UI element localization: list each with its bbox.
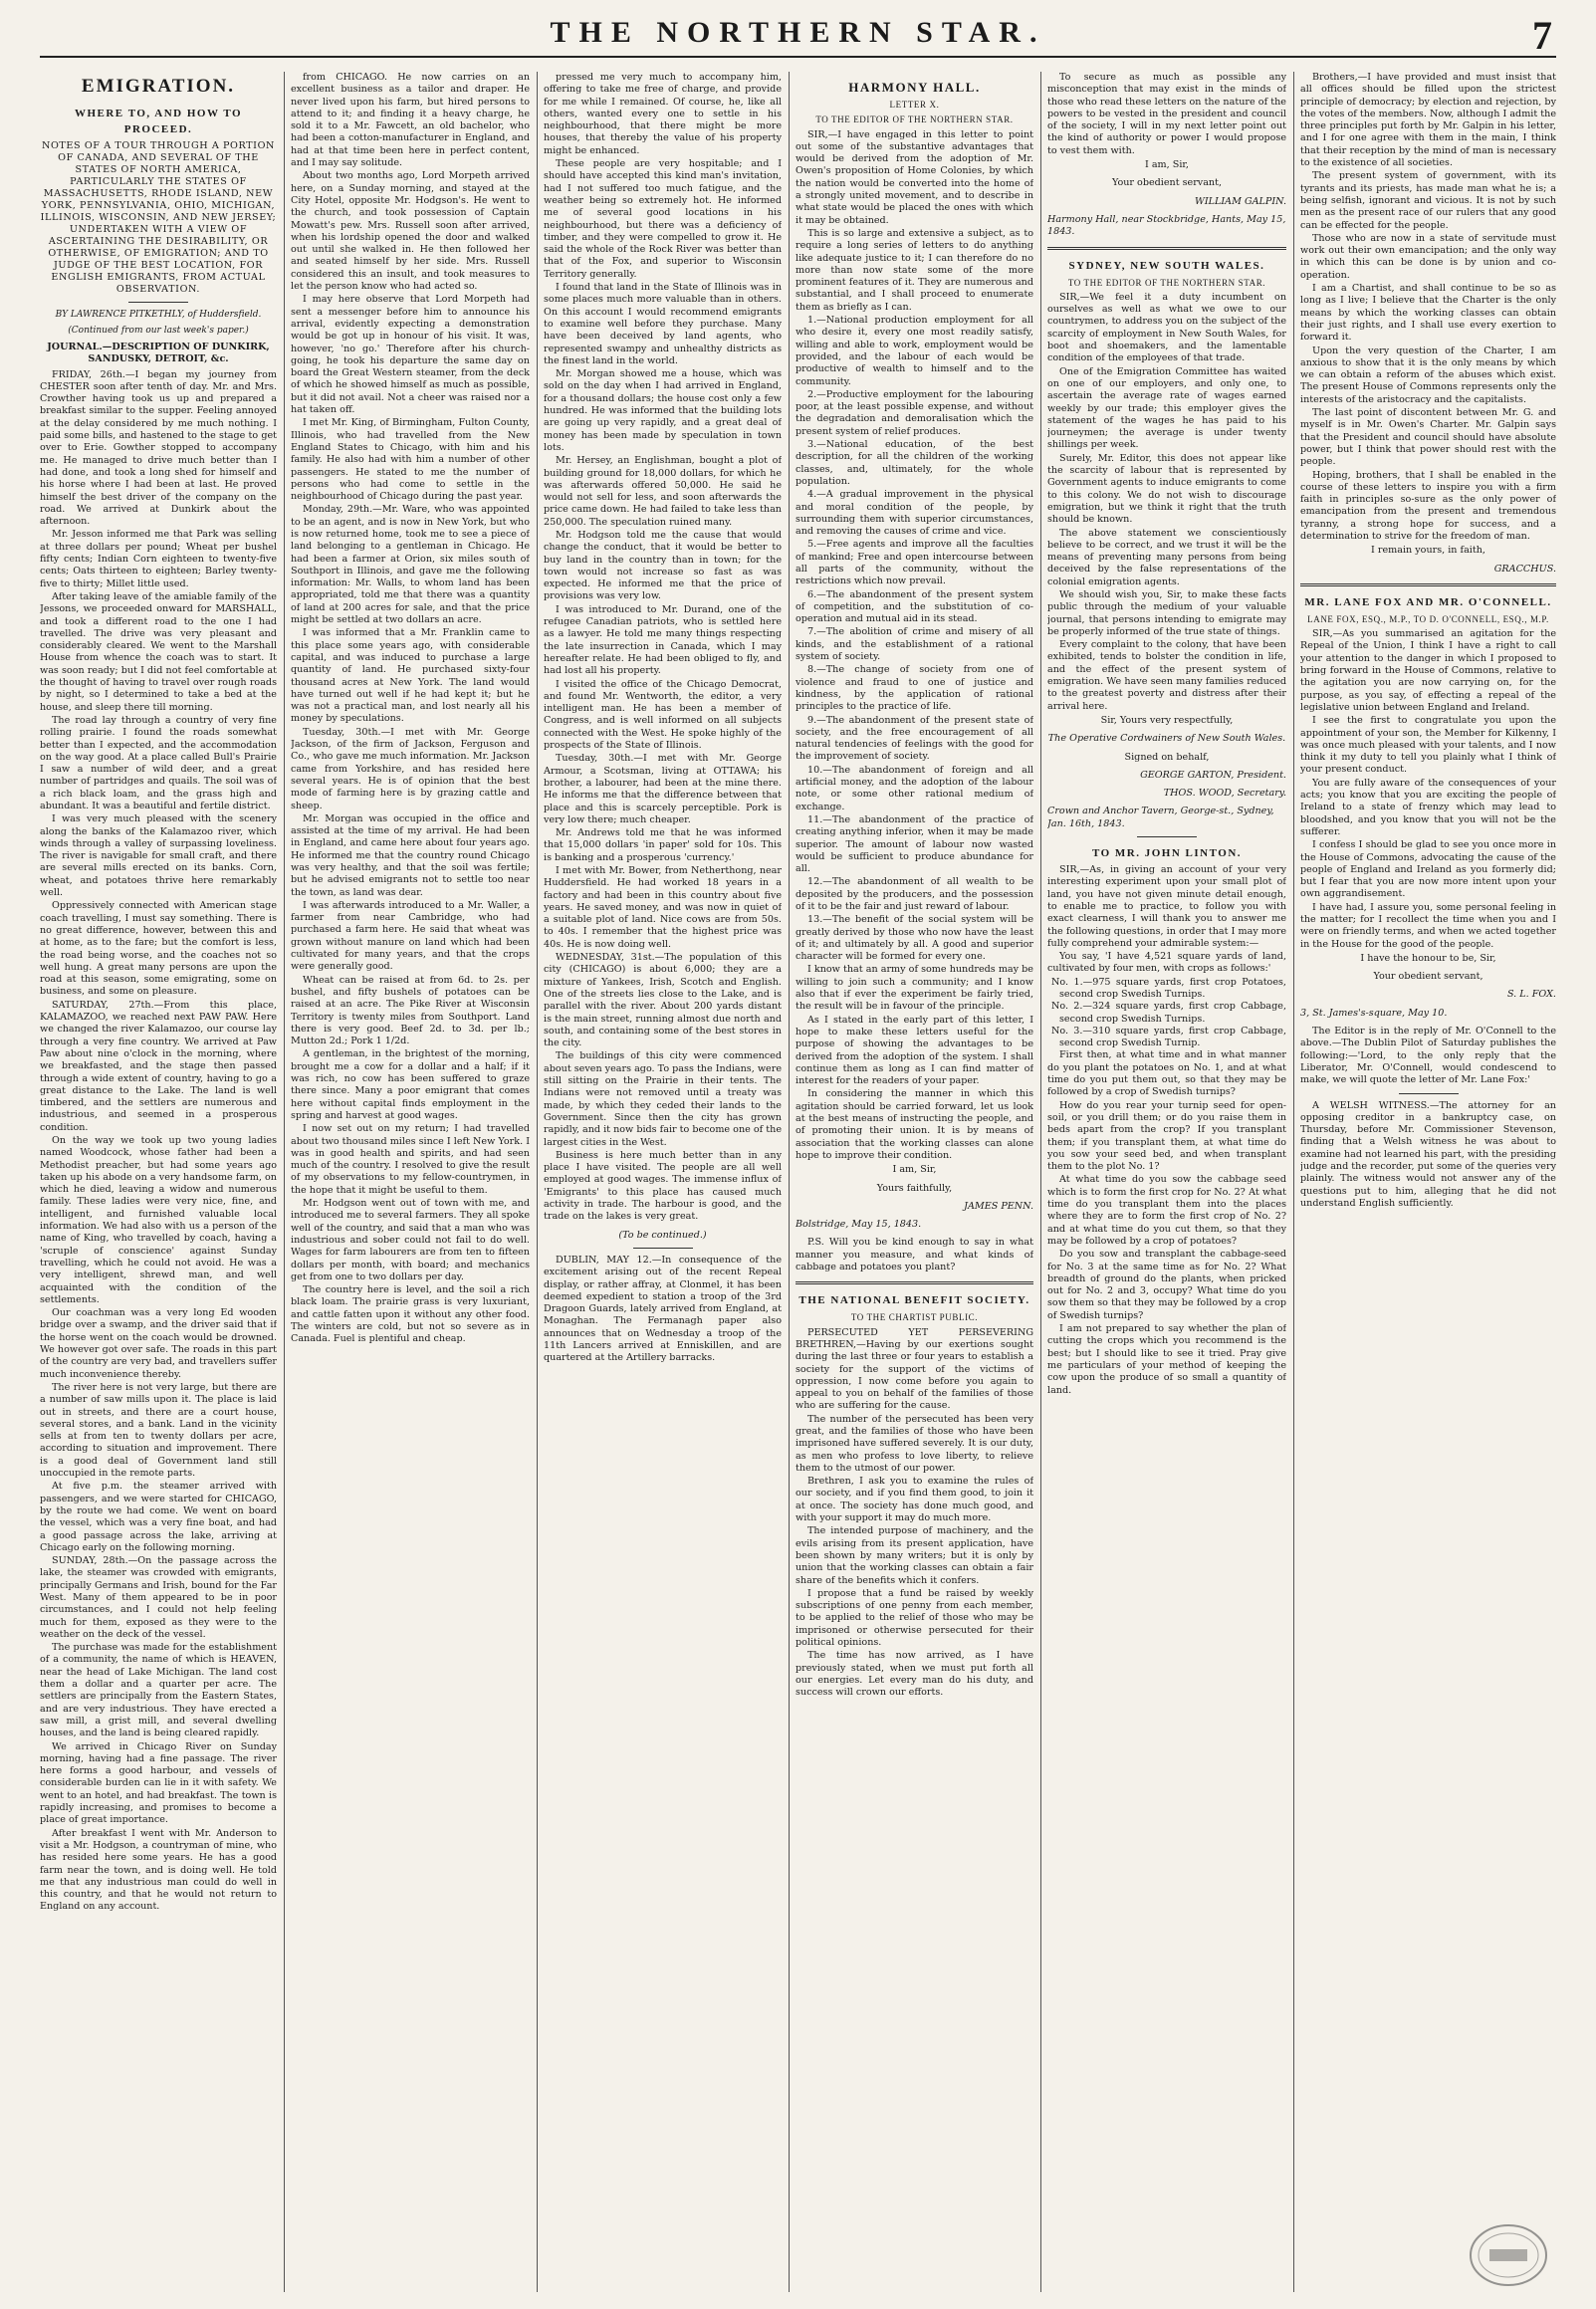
signoff: Yours faithfully, <box>876 1182 953 1194</box>
paragraph: A gentleman, in the brightest of the morning, brought me a cow for a dollar and a half; if it was rich, no cow has been suffered to graze there since. Many a poor emigrant that comes here without capital finds employment in the spring and harvest at good wages. <box>291 1048 530 1121</box>
paragraph: Surely, Mr. Editor, this does not appear like the scarcity of labour that is represented by Government agents to induce emigrants to come to this colony. We do not wish to discourage emigration, but we think it right that the truth should be known. <box>1047 452 1286 526</box>
paragraph: After breakfast I went with Mr. Anderson to visit a Mr. Hodgson, a countryman of mine, who has resided here some years. He has a good farm near the town, and is doing well. He told me that any industrious man could do well in this country, and that he would not return to England on any account. <box>40 1827 277 1913</box>
divider <box>128 302 188 303</box>
paragraph: 8.—The change of society from one of violence and fraud to one of justice and kindness, by the application of rational principles to the practice of life. <box>796 664 1033 713</box>
paragraph: At five p.m. the steamer arrived with passengers, and we were started for CHICAGO, by the route we had come. We went on board the vessel, which was a very fine boat, and had a good passage across the lake, arriving at Chicago early on the following morning. <box>40 1481 277 1553</box>
paragraph: pressed me very much to accompany him, offering to take me free of charge, and provide for me while I remained. Of course, he, like all others, wanted every one to settle in his neighbourhood, that there might be more houses, that thereby the value of his property might be enhanced. <box>544 72 782 156</box>
paragraph: I know that an army of some hundreds may be willing to join such a community; and I know also that if ever the experiment be fairly tried, the result will be in favour of the principle. <box>796 964 1033 1013</box>
paragraph: Oppressively connected with American stage coach travelling, I must say something. There is no great difference, however, between this and at home, as to the fare; but the comfort is less, the road being worse, and the coaches not so well hung. A great many persons are upon the road at this season, some emigrating, some on business, and some on pleasure. <box>40 900 277 998</box>
paragraph: A WELSH WITNESS.—The attorney for an opposing creditor in a bankruptcy case, on Thursday, before Mr. Commissioner Stevenson, finding that a Welsh witness he was about to examine had not learned his part, with the presiding judge and the recorder, put some of the queries very plainly. The witness would not answer any of the questions put to him, alleging that he did not understand English sufficiently. <box>1300 1099 1556 1209</box>
paragraph: PERSECUTED YET PERSEVERING BRETHREN,—Having by our exertions sought during the last three or four years to establish a society for the support of the victims of oppression, I now come before you again to appeal to you on behalf of the families of those who are suffering for the cause. <box>796 1326 1033 1412</box>
paragraph: The Editor is in the reply of Mr. O'Connell to the above.—The Dublin Pilot of Saturday publishes the following:—'Lord, to the only reply that the Liberator, Mr. O'Connell, would condescend to make, we will quote the letter of Mr. Lane Fox:' <box>1300 1026 1556 1086</box>
paragraph: Those who are now in a state of servitude must work out their own emancipation; and the only way in which this can be done is by union and co-operation. <box>1300 232 1556 281</box>
paragraph: On the way we took up two young ladies named Woodcock, whose father had been a Methodist preacher, but had some years ago taken up his abode on a very handsome farm, on which he died, leaving a widow and numerous family. These ladies were very nice, fine, and intelligent, and furnished valuable local information. We had also with us a person of the name of King, who travelled by coach, having a 'scruple of conscience' against Sunday travelling, which he could not avoid. He was a very intelligent, shrewd man, and well acquainted with the condition of the settlements. <box>40 1135 277 1305</box>
paragraph: As I stated in the early part of this letter, I hope to make these letters useful for the purpose of showing the advantages to be derived from the adoption of the system. I shall continue them as long as I can find matter of interest for the readers of your paper. <box>796 1014 1033 1087</box>
divider <box>1399 1093 1459 1094</box>
paragraph: 4.—A gradual improvement in the physical and moral condition of the people, by surrounding them with superior circumstances, and removing the causes of crime and vice. <box>796 489 1033 538</box>
paragraph: SIR,—As you summarised an agitation for the Repeal of the Union, I think I have a right to call your attention to the danger in which I proposed to bring forward in the House of Commons, relative to the agitation you are now carrying on, for the purpose, as you say, of effecting a repeal of the legislative union between England and Ireland. <box>1300 628 1556 713</box>
column-1 <box>40 72 277 2292</box>
paragraph: To secure as much as possible any misconception that may exist in the minds of those who read these letters on the nature of the powers to be vested in the president and council of the society, I will in my next letter point out the kind of authority or power I would propose to vest them with. <box>1047 72 1286 156</box>
divider <box>1047 247 1286 250</box>
signature: JAMES PENN. <box>964 1200 1033 1212</box>
paragraph: The road lay through a country of very fine rolling prairie. I found the roads somewhat better than I expected, and the accommodation on the way good. At a place called Bull's Prairie I saw a number of wild deer, and a great number of partridges and quails. The soil was of a rich black loam, and the grass high and abundant. It was a beautiful and fertile district. <box>40 714 277 811</box>
paragraph: I see the first to congratulate you upon the appointment of your son, the Member for Kilkenny, I was once much pleased with your talents, and I now think it my duty to tell you plainly what I think of your present conduct. <box>1300 715 1556 776</box>
column-rule <box>789 72 790 2292</box>
paragraph: The buildings of this city were commenced about seven years ago. To pass the Indians, were still sitting on the Prairie in their tents. The Indians were not removed until a treaty was made, by which they ceded their lands to the Government. Since then the city has grown rapidly, and it now bids fair to become one of the largest cities in the West. <box>544 1050 782 1148</box>
emigration-heading: EMIGRATION. <box>81 76 236 97</box>
paragraph: Brothers,—I have provided and must insist that all offices should be filled upon the strictest principle of democracy; by election and rejection, by the votes of the members. Now, although I admit the three principles put forth by Mr. Galpin in his letter, and I for one agree with them in the main, I think that their reception by the mind of man is necessary to the existence of all societies. <box>1300 72 1556 169</box>
to-be-continued: (To be continued.) <box>618 1229 707 1241</box>
paragraph: Brethren, I ask you to examine the rules of our society, and if you find them good, to join it at once. The society has done much good, and with your support it may do much more. <box>796 1476 1033 1524</box>
paragraph: 1.—National production employment for all who desire it, every one most readily satisfy, willing and able to work, employment would be provided, and the labour of each would be productive of wealth to himself and to the community. <box>796 315 1033 387</box>
continued-note: (Continued from our last week's paper.) <box>68 326 249 337</box>
place-date: Crown and Anchor Tavern, George-st., Sydney, Jan. 16th, 1843. <box>1047 806 1274 829</box>
column-5 <box>1047 72 1286 2292</box>
paragraph: I was informed that a Mr. Franklin came to this place some years ago, with considerable capital, and was induced to purchase a large quantity of land. He purchased sixty-four thousand acres at New York. The land would have turned out well if he had kept it; but he was not a practical man, and lost nearly all his money by speculations. <box>291 627 530 725</box>
column-rule <box>1293 72 1294 2292</box>
signature: GEORGE GARTON, President. <box>1140 769 1286 781</box>
sydney-heading: SYDNEY, NEW SOUTH WALES. <box>1068 259 1265 272</box>
paragraph: First then, at what time and in what manner do you plant the potatoes on No. 1, and at what time do you put them out, so that they may be followed by a crop of Swedish turnips? <box>1047 1049 1286 1098</box>
paragraph: I have had, I assure you, some personal feeling in the matter; for I recollect the time when you and I were on friendly terms, and when we acted together in the House for the good of the people. <box>1300 901 1556 950</box>
paragraph: 11.—The abandonment of the practice of creating anything inferior, when it may be made superior. The amount of labour now wasted would be sufficient to produce abundance for all. <box>796 813 1033 875</box>
paragraph: The present system of government, with its tyrants and its priests, has made man what he is; a being selfish, ignorant and vicious. It is not by such men as the present race of our rulers that any good can be effected for the people. <box>1300 170 1556 231</box>
column-rule <box>537 72 538 2292</box>
paragraph: 7.—The abolition of crime and misery of all kinds, and the establishment of a rational system of society. <box>796 626 1033 663</box>
harmony-hall-heading: HARMONY HALL. <box>848 80 981 95</box>
journal-heading: JOURNAL.—DESCRIPTION OF DUNKIRK, SANDUSKY, DETROIT, &c. <box>47 341 270 364</box>
foxoc-subheading: LANE FOX, ESQ., M.P., TO D. O'CONNELL, ESQ., M.P. <box>1307 613 1549 624</box>
linton-heading: TO MR. JOHN LINTON. <box>1091 847 1243 860</box>
paragraph: I met Mr. King, of Birmingham, Fulton County, Illinois, who had travelled from the New England States to Chicago, with him and his family. He also had with him a number of other passengers. He stated to me the number of persons who had come to settle in the neighbourhood of Chicago during the past year. <box>291 417 530 503</box>
signature: GRACCHUS. <box>1493 563 1556 575</box>
paragraph: Upon the very question of the Charter, I am anxious to show that it is the only means by which we can obtain a reform of the abuses which exist. The present House of Commons represents only the interests of the aristocracy and the capitalists. <box>1300 345 1556 405</box>
paragraph: I propose that a fund be raised by weekly subscriptions of one penny from each member, to be applied to the relief of those who may be imprisoned or otherwise persecuted for their political opinions. <box>796 1587 1033 1649</box>
place-date: Harmony Hall, near Stockbridge, Hants, May 15, 1843. <box>1047 213 1286 238</box>
paragraph: Every complaint to the colony, that have been exhibited, tends to bolster the condition in life, and the effect of the present system of emigration. We have seen many families reduced to the greatest poverty and distress after their arrival here. <box>1047 639 1286 712</box>
paragraph: Do you sow and transplant the cabbage-seed for No. 3 at the same time as for No. 2? What breadth of ground do the plants, when pricked out for No. 2 and 3, occupy? What time do you sow them so that they may be followed by a crop of Swedish turnips? <box>1047 1249 1286 1321</box>
byline: BY LAWRENCE PITKETHLY, of Huddersfield. <box>55 310 262 320</box>
paragraph: I was afterwards introduced to a Mr. Waller, a farmer from near Cambridge, who had purchased a farm here. He said that wheat was grown without manure on land which had been cultivated for many years, and that the crops were generally good. <box>291 899 530 973</box>
signoff: Sir, Yours very respectfully, <box>1100 714 1234 726</box>
paragraph: The number of the persecuted has been very great, and the families of those who have been imprisoned have suffered severely. It is our duty, as men who profess to love liberty, to relieve them to the utmost of our power. <box>796 1413 1033 1474</box>
signoff: I have the honour to be, Sir, <box>1360 952 1496 964</box>
signature: WILLIAM GALPIN. <box>1194 195 1286 207</box>
paragraph: The time has now arrived, as I have previously stated, when we must put forth all our energies. Let every man do his duty, and success will crown our efforts. <box>796 1650 1033 1699</box>
to-editor: TO THE EDITOR OF THE NORTHERN STAR. <box>815 115 1014 125</box>
nbs-heading: THE NATIONAL BENEFIT SOCIETY. <box>798 1294 1030 1307</box>
paragraph: Mr. Hodgson went out of town with me, and introduced me to several farmers. They all spoke well of the country, and said that a man who was industrious and sober could not fail to do well. Wages for farm labourers are from ten to fifteen dollars per month, with board; and mechanics get from one to two dollars per day. <box>291 1198 530 1282</box>
letter-number: LETTER X. <box>889 100 940 110</box>
paragraph: The purchase was made for the establishment of a community, the name of which is HEAVEN, near the head of Lake Michigan. The land cost them a dollar and a quarter per acre. The settlers are principally from the Eastern States, and are very industrious. They have erected a saw mill, a grist mill, and several dwelling houses, and the land is being cleared rapidly. <box>40 1642 277 1739</box>
paragraph: We should wish you, Sir, to make these facts public through the medium of your valuable journal, that persons intending to emigrate may be properly informed of the true state of things. <box>1047 588 1286 637</box>
place-date: Bolstridge, May 15, 1843. <box>796 1219 922 1231</box>
paragraph: I now set out on my return; I had travelled about two thousand miles since I left New York. I was in good health and spirits, and had seen much of the country. I resolved to give the result of my observations to my fellow-countrymen, in the hope that it might be useful to them. <box>291 1123 530 1196</box>
paragraph: Hoping, brothers, that I shall be enabled in the course of these letters to inspire you with a firm faith in principles so-sure as the only power of emancipation from the present and tremendous tyranny, a strong hope for success, and a determination to strive for the freedom of man. <box>1300 469 1556 542</box>
paragraph: I am not prepared to say whether the plan of cutting the crops which you recommend is the best; but I should like to see it tried. Pray give me particulars of your method of keeping the cow upon the produce of so small a quantity of land. <box>1047 1323 1286 1396</box>
list-item: No. 2.—324 square yards, first crop Cabbage, second crop Swedish Turnips. <box>1051 1001 1286 1025</box>
paragraph: SIR,—As, in giving an account of your very interesting experiment upon your small plot of land, you have not given minute detail enough, to enable me to practice, to follow you with exact clearness, I will thank you to answer me the following questions, in order that I may more fully comprehend your admirable system:— <box>1047 864 1286 949</box>
emigration-subtitle: NOTES OF A TOUR THROUGH A PORTION OF CANADA, AND SEVERAL OF THE STATES OF NORTH AMERICA, PARTICULARLY THE STATES OF MASSACHUSETTS, RHODE ISLAND, NEW YORK, PENNSYLVANIA, OHIO, MICHIGAN, ILLINOIS, WISCONSIN, AND NEW JERSEY; UNDERTAKEN WITH A VIEW OF ASCERTAINING THE DESIRABILITY, OR OTHERWISE, OF EMIGRATION; AND TO JUDGE OF THE BEST LOCATION, FOR ENGLISH EMIGRANTS, FROM ACTUAL OBSERVATION. <box>40 140 277 295</box>
place-date: 3, St. James's-square, May 10. <box>1300 1007 1448 1019</box>
divider <box>633 1248 693 1249</box>
paragraph: You are fully aware of the consequences of your acts; you know that you are exciting the people of Ireland to a state of frenzy which may lead to bloodshed, and you know that you will not be the sufferer. <box>1300 777 1556 837</box>
paragraph: The river here is not very large, but there are a number of saw mills upon it. The place is laid out in streets, and there are a court house, several stores, and a bank. Land in the vicinity sells at from ten to twenty dollars per acre, according to situation and improvement. There is a good deal of Government land still unoccupied in the remote parts. <box>40 1381 277 1480</box>
paragraph: About two months ago, Lord Morpeth arrived here, on a Sunday morning, and stayed at the City Hotel, opposite Mr. Hodgson's. He went to the church, and took possession of Captain Mowatt's pew. Mrs. Russell soon after arrived, when his lordship opened the door and walked out until she walked in. He then followed her and seated himself by her side. Mrs. Russell considered this an insult, and took measures to let the person know who had acted so. <box>291 170 530 293</box>
paragraph: The country here is level, and the soil a rich black loam. The prairie grass is very luxuriant, and cattle fatten upon it without any other food. The winters are cold, but not so severe as in Canada. Fuel is plentiful and cheap. <box>291 1284 530 1345</box>
paragraph: Mr. Hodgson told me the cause that would change the conduct, that it would be better to buy land in the country than in town; for the town would not increase so fast as was expected. He informed me that the price of provisions was very low. <box>544 529 782 602</box>
paragraph: The above statement we conscientiously believe to be correct, and we trust it will be the means of preventing many persons from being deceived by the false representations of the colonial emigration agents. <box>1047 527 1286 587</box>
nbs-subheading: TO THE CHARTIST PUBLIC. <box>850 1312 979 1323</box>
foxoc-heading: MR. LANE FOX AND MR. O'CONNELL. <box>1304 595 1552 608</box>
paragraph: 12.—The abandonment of all wealth to be deposited by the producers, and the possession of it to be the fair and just reward of labour. <box>796 876 1033 912</box>
signoff: Your obedient servant, <box>1373 971 1483 983</box>
signature: THOS. WOOD, Secretary. <box>1163 788 1286 800</box>
paragraph: Mr. Jesson informed me that Park was selling at three dollars per pound; Wheat per bushel fifty cents; Indian Corn eighteen to twenty-five cents; Oats thirteen to eighteen; Barley twenty-five to thirty; Millet little used. <box>40 529 277 589</box>
signoff: I remain yours, in faith, <box>1371 545 1485 557</box>
column-rule <box>1040 72 1041 2292</box>
paragraph: I confess I should be glad to see you once more in the House of Commons, advocating the cause of the people of England and Ireland as you formerly did; but I fear that you are now more intent upon your own aggrandisement. <box>1300 839 1556 900</box>
paragraph: Mr. Morgan showed me a house, which was sold on the day when I had arrived in England, for a thousand dollars; the house cost only a few hundred. He was informed that the building lots are going up very rapidly, and a great deal of money has been made by speculation in town lots. <box>544 368 782 453</box>
paragraph: WEDNESDAY, 31st.—The population of this city (CHICAGO) is about 6,000; they are a mixture of Yankees, Irish, Scotch and English. One of the streets lies close to the Lake, and is parallel with the river. About 200 yards distant is the main street, running almost due north and south, and containing some of the best stores in the city. <box>544 952 782 1049</box>
paragraph: SUNDAY, 28th.—On the passage across the lake, the steamer was crowded with emigrants, principally Germans and Irish, bound for the Far West. Many of them appeared to be in poor circumstances, and I could not help feeling much for them, exposed as they were to the weather on the deck of the vessel. <box>40 1555 277 1640</box>
paragraph: I met with Mr. Bower, from Netherthong, near Huddersfield. He had worked 18 years in a factory and had been in this country about five years. He saved money, and was now in quiet of a suitable plot of land. Nice cows are from 50s. to 40s. I remember that the highest price was 40s. He is now doing well. <box>544 865 782 950</box>
paragraph: I may here observe that Lord Morpeth had sent a messenger before him to announce his arrival, evidently expecting a demonstration would be got up in honour of his visit. It was, however, 'no go.' Therefore after his church-going, he took his departure the same day on board the Great Western steamer, from the deck of which he showed himself as much as possible, but it did not avail. Not a cheer was raised nor a hat taken off. <box>291 294 530 416</box>
sign-org: The Operative Cordwainers of New South Wales. <box>1047 733 1286 745</box>
paragraph: Tuesday, 30th.—I met with Mr. George Jackson, of the firm of Jackson, Ferguson and Co., who gave me much information. Mr. Jackson came from Yorkshire, and has resided here several years. He is of opinion that the best mode of farming here is by grazing cattle and sheep. <box>291 726 530 811</box>
paragraph: SIR,—I have engaged in this letter to point out some of the substantive advantages that would be derived from the adoption of Mr. Owen's proposition of Home Colonies, by which the nation would be converted into the home of a strongly united movement, and to describe in what state would be placed the ones with which it may be obtained. <box>796 128 1033 226</box>
library-stamp-icon <box>1464 2215 1553 2295</box>
paragraph: The last point of discontent between Mr. G. and myself is in Mr. Owen's Charter. Mr. Galpin says that the President and council should have absolute power, but I think that power should rest with the people. <box>1300 407 1556 468</box>
paragraph: 3.—National education, of the best description, for all the children of the working classes, and, ultimately, for the whole population. <box>796 439 1033 487</box>
paragraph: Our coachman was a very long Ed wooden bridge over a swamp, and the driver said that if the horse went on the coach would be drowned. We however got over safe. The roads in this part of the country are very bad, and travellers suffer much inconvenience thereby. <box>40 1307 277 1380</box>
column-6 <box>1300 72 1556 2292</box>
paragraph: 5.—Free agents and improve all the faculties of mankind; Free and open intercourse between all parts of the community, without the restrictions which now prevail. <box>796 539 1033 587</box>
list-item: No. 1.—975 square yards, first crop Potatoes, second crop Swedish Turnips. <box>1051 976 1286 1000</box>
signature: S. L. FOX. <box>1506 989 1556 1001</box>
masthead <box>40 12 1556 58</box>
paragraph: SIR,—We feel it a duty incumbent on ourselves as well as what we owe to our countrymen, to address you on the subject of the scarcity of employment in New South Wales, for boot and shoemakers, and the lamentable condition of the employees of that trade. <box>1047 291 1286 364</box>
sydney-to-editor: TO THE EDITOR OF THE NORTHERN STAR. <box>1067 277 1266 288</box>
signoff: Your obedient servant, <box>1111 177 1223 189</box>
column-4 <box>796 72 1033 2292</box>
paragraph: This is so large and extensive a subject, as to require a long series of letters to do anything like adequate justice to it; I can therefore do no more than now state some of the more prominent features of it. They are numerous and substantial, and I shall proceed to enumerate them as briefly as I can. <box>796 227 1033 313</box>
signoff: I am, Sir, <box>1145 159 1189 171</box>
divider <box>1300 583 1556 586</box>
paragraph: How do you rear your turnip seed for open-soil, or you drill them; or do you raise them in beds apart from the crop? If you transplant them; if you transplant them, at what time do you sow your seed bed, and when transplant them to the plot No. 1? <box>1047 1099 1286 1173</box>
paragraph: Business is here much better than in any place I have visited. The people are all well employed at good wages. The immense influx of 'Emigrants' to this place has caused much activity in trade. The harbour is good, and the trade on the lakes is very great. <box>544 1149 782 1223</box>
paragraph: 13.—The benefit of the social system will be greatly derived by those who now have the least of it; and ultimately by all. A good and superior character will be formed for every one. <box>796 914 1033 963</box>
paragraph: Mr. Hersey, an Englishman, bought a plot of building ground for 18,000 dollars, for which he was afterwards offered 50,000. He said he would not sell for less, and soon afterwards the price came down. He had failed to take less than 250,000. The speculation ruined many. <box>544 455 782 528</box>
paragraph: 2.—Productive employment for the labouring poor, at the least possible expense, and without the degradation and demoralisation which the present system of relief produces. <box>796 388 1033 437</box>
column-rule <box>284 72 285 2292</box>
paragraph: Monday, 29th.—Mr. Ware, who was appointed to be an agent, and is now in New York, but who is now returned home, took me to see a piece of land belonging to a gentleman in Chicago. He had been a farmer at Orion, six miles south of Southport in Illinois, and gave me the following information: Mr. Walls, to whom land has been appropriated, told me that there was a quantity of land at 200 acres for sale, and that the price might be settled at two dollars an acre. <box>291 504 530 626</box>
paragraph: Mr. Morgan was occupied in the office and assisted at the time of my arrival. He had been in England, and came here about four years ago. He informed me that the country round Chicago was very healthy, and that the soil was fertile; but he advised emigrants not to settle too near the town, as land was dear. <box>291 812 530 898</box>
divider <box>1137 836 1197 837</box>
page-number: 7 <box>1532 13 1552 58</box>
paragraph: SATURDAY, 27th.—From this place, KALAMAZOO, we reached next PAW PAW. Here we changed the river Kalamazoo, our course lay through a very fine country. We arrived at Paw Paw about nine o'clock in the morning, where we breakfasted, and the stage then passed through a wide extent of country, having to go a great distance to the Lake. The land is well timbered, and the settlers are numerous and industrious, and seemed in a prosperous condition. <box>40 999 277 1133</box>
list-item: No. 3.—310 square yards, first crop Cabbage, second crop Swedish Turnip. <box>1051 1025 1286 1049</box>
column-2 <box>291 72 530 2292</box>
paragraph: The intended purpose of machinery, and the evils arising from its present application, have been shown by many writers; but it is only by union that the working classes can obtain a fair share of the benefits which it confers. <box>796 1525 1033 1586</box>
column-3 <box>544 72 782 2292</box>
paragraph: I visited the office of the Chicago Democrat, and found Mr. Wentworth, the editor, a very intelligent man. He has been a member of Congress, and is well informed on all subjects connected with the West. He spoke highly of the prospects of the State of Illinois. <box>544 678 782 752</box>
paragraph: I found that land in the State of Illinois was in some places much more valuable than in others. On this account I would recommend emigrants to examine well before they purchase. Many have been deceived by land agents, who represented swampy and unhealthy districts as the finest land in the world. <box>544 282 782 366</box>
paragraph: Tuesday, 30th.—I met with Mr. George Armour, a Scotsman, living at OTTAWA; his brother, a labourer, had been at the mine there. He informs me that the difference between that place and this is scarcely perceptible. Pork is very low there; much cheaper. <box>544 753 782 825</box>
paragraph: One of the Emigration Committee has waited on one of our employers, and only one, to ascertain the average rate of wages earned weekly by our trade; this employer gives the statement of the wages he has paid to his journeymen; the average is under twenty shillings per week. <box>1047 365 1286 451</box>
divider <box>796 1281 1033 1284</box>
paragraph: FRIDAY, 26th.—I began my journey from CHESTER soon after tenth of day. Mr. and Mrs. Crowther having took us up and prepared a breakfast similar to the supper. Feeling annoyed at the delay considered by me much nothing. I paid some bills, and hastened to the stage to get over to Erie. Gowther stopped to accompany me. He managed to drive much better than I had done, and took a long shed for himself and his horse where I had been at last. He proved himself the best driver of the company on the road. We arrived at Dunkirk about the afternoon. <box>40 368 277 528</box>
paragraph: I am a Chartist, and shall continue to be so as long as I live; I believe that the Charter is the only means by which the working classes can obtain their just rights, and I shall use every exertion to forward it. <box>1300 283 1556 344</box>
signoff: I am, Sir, <box>892 1164 937 1176</box>
paragraph: You say, 'I have 4,521 square yards of land, cultivated by four men, with crops as follows:' <box>1047 951 1286 975</box>
newspaper-title: THE NORTHERN STAR. <box>550 16 1046 49</box>
emigration-subheading: WHERE TO, AND HOW TO PROCEED. <box>74 108 243 135</box>
postscript: P.S. Will you be kind enough to say in what manner you measure, and what kinds of cabbage and potatoes you plant? <box>796 1237 1033 1273</box>
paragraph: Mr. Andrews told me that he was informed that 15,000 dollars 'in paper' sold for 10s. This is banking and a prosperous 'currency.' <box>544 827 782 863</box>
paragraph: Wheat can be raised at from 6d. to 2s. per bushel, and fifty bushels of potatoes can be raised at an acre. The Pike River at Wisconsin Territory is twenty miles from Southport. Land there is very good. Beef 2d. to 3d. per lb.; Mutton 2d.; Pork 1 1/2d. <box>291 974 530 1047</box>
paragraph: 6.—The abandonment of the present system of competition, and the substitution of co-operation and mutual aid in its stead. <box>796 588 1033 625</box>
signed-on-behalf: Signed on behalf, <box>1124 751 1210 763</box>
paragraph: These people are very hospitable; and I should have accepted this kind man's invitation, had I not suffered too much fatigue, and the weather being so extremely hot. He informed me of several good locations in his neighbourhood, but there was a deficiency of timber, and they were compelled to grow it. He said the whole of the Rock River was better than that of the Fox, and superior to Wisconsin Territory generally. <box>544 158 782 280</box>
dublin-paragraph: DUBLIN, MAY 12.—In consequence of the excitement arising out of the recent Repeal display, or rather affray, at Clonmel, it has been deemed expedient to station a troop of the 3rd Dragoon Guards, lately arrived from England, at Monaghan. The Fermanagh paper also announces that on Wednesday a troop of the 11th Lancers arrived at Enniskillen, and are quartered at the Artillery barracks. <box>544 1254 782 1364</box>
paragraph: I was introduced to Mr. Durand, one of the refugee Canadian patriots, who is settled here as a lawyer. He told me many things respecting the late insurrection in Canada, which I may hereafter relate. He had been obliged to fly, and had lost all his property. <box>544 603 782 677</box>
paragraph: 9.—The abandonment of the present state of society, and the free encouragement of all natural tendencies of feelings with the good for the improvement of society. <box>796 714 1033 763</box>
paragraph: At what time do you sow the cabbage seed which is to form the first crop for No. 2? At what time do you transplant them into the places where they are to form the first crop of No. 2? and at what time do you cut them, so that they may be followed by a crop of potatoes? <box>1047 1174 1286 1247</box>
paragraph: We arrived in Chicago River on Sunday morning, having had a fine passage. The river here forms a good harbour, and vessels of considerable burden can lie in it with safety. We went to an hotel, and had breakfast. The town is rapidly increasing, and promises to become a place of great importance. <box>40 1740 277 1826</box>
paragraph: I was very much pleased with the scenery along the banks of the Kalamazoo river, which winds through a valley of surpassing loveliness. The river is navigable for small craft, and there are several mills erected on its banks. Corn, wheat, and potatoes thrive here remarkably well. <box>40 813 277 899</box>
paragraph: from CHICAGO. He now carries on an excellent business as a tailor and draper. He never lived upon his farm, but hired persons to attend to it; and finding it a heavy charge, he sold it to a Mr. Fawcett, an old bachelor, who had been a cotton-manufacturer in England, and had at that time been here in perfect content, and I may say solitude. <box>291 72 530 169</box>
paragraph: After taking leave of the amiable family of the Jessons, we proceeded onward for MARSHALL, and took a different road to the one I had travelled. The drive was very pleasant and considerably cleared. We went to the Marshall House from whence the coach was to start. It was soon ready; but I did not feel comfortable at the thought of having to travel over rough roads by night, so I determined to take a bed at the house, and sleep there till morning. <box>40 590 277 713</box>
paragraph: In considering the manner in which this agitation should be carried forward, let us look at the best means of instructing the people, and of promoting their union. It is by means of association that the working classes can alone hope to improve their condition. <box>796 1088 1033 1161</box>
paragraph: 10.—The abandonment of foreign and all artificial money, and the adoption of the labour note, or some other rational medium of exchange. <box>796 764 1033 812</box>
